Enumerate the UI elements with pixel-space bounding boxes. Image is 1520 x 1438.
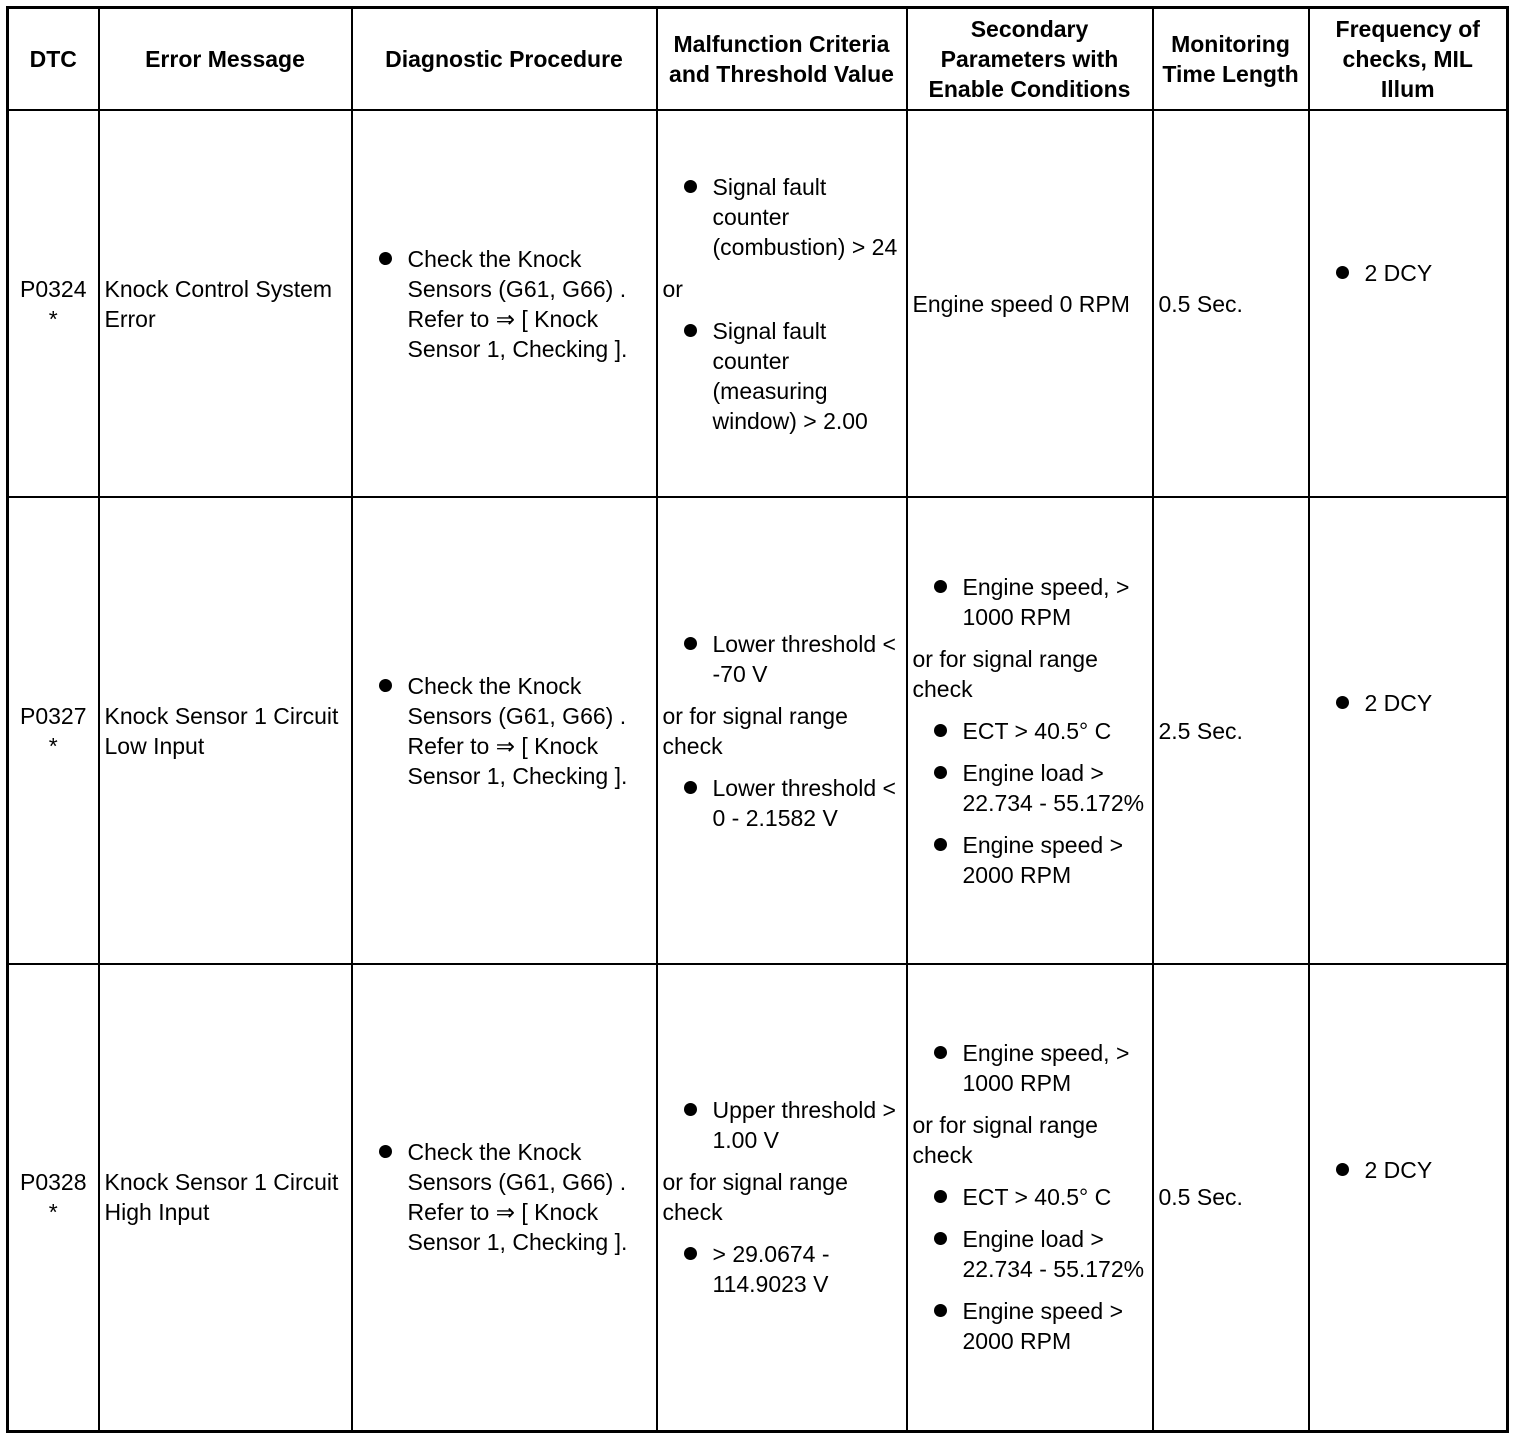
criteria-item: Signal fault counter (combustion) > 24 [663, 172, 901, 262]
procedure-item: Check the Knock Sensors (G61, G66) . Refer to ⇒ [ Knock Sensor 1, Checking ]. [358, 671, 651, 791]
bullet-icon [934, 1190, 947, 1203]
error-message-cell [99, 110, 352, 497]
bullet-icon [1336, 1163, 1349, 1176]
criteria-item: Lower threshold < -70 V [663, 629, 901, 689]
table-row [8, 110, 1508, 497]
frequency-item: 2 DCY [1315, 688, 1502, 718]
secondary-item: Engine speed > 2000 RPM [913, 830, 1147, 890]
criteria-item: > 29.0674 - 114.9023 V [663, 1239, 901, 1299]
monitoring-time-cell [1153, 110, 1309, 497]
monitoring-time: 0.5 Sec. [1158, 290, 1243, 317]
secondary-item: ECT > 40.5° C [913, 716, 1147, 746]
header-secondary-parameters: Secondary Parameters with Enable Conditions [907, 8, 1153, 111]
bullet-icon [684, 1247, 697, 1260]
bullet-icon [684, 1103, 697, 1116]
criteria-cell [657, 964, 907, 1431]
monitoring-time-cell [1153, 964, 1309, 1431]
criteria-connector: or for signal range check [662, 702, 848, 759]
dtc-table [6, 6, 1509, 1433]
bullet-icon [379, 1145, 392, 1158]
header-frequency: Frequency of checks, MIL Illum [1309, 8, 1508, 111]
secondary-connector: or for signal range check [912, 1112, 1098, 1169]
bullet-icon [934, 1046, 947, 1059]
procedure-cell [352, 497, 657, 964]
criteria-cell [657, 110, 907, 497]
bullet-icon [1336, 266, 1349, 279]
secondary-connector: or for signal range check [912, 645, 1098, 702]
bullet-icon [379, 679, 392, 692]
table-row [8, 964, 1508, 1431]
secondary-item: ECT > 40.5° C [913, 1182, 1147, 1212]
bullet-icon [934, 1232, 947, 1245]
bullet-icon [934, 766, 947, 779]
header-diagnostic-procedure: Diagnostic Procedure [352, 8, 657, 111]
header-error-message: Error Message [99, 8, 352, 111]
bullet-icon [684, 637, 697, 650]
procedure-cell [352, 110, 657, 497]
secondary-cell [907, 497, 1153, 964]
secondary-item: Engine load > 22.734 - 55.172% [913, 1224, 1147, 1284]
criteria-item: Signal fault counter (measuring window) > 2.00 [663, 316, 901, 436]
secondary-item: Engine speed, > 1000 RPM [913, 572, 1147, 632]
error-message: Knock Sensor 1 Circuit Low Input [104, 702, 339, 759]
monitoring-time: 0.5 Sec. [1158, 1184, 1243, 1211]
bullet-icon [934, 580, 947, 593]
dtc-mark: * [48, 732, 58, 759]
criteria-cell [657, 497, 907, 964]
criteria-item: Lower threshold < 0 - 2.1582 V [663, 773, 901, 833]
error-message: Knock Control System Error [104, 275, 333, 332]
frequency-item: 2 DCY [1315, 1155, 1502, 1185]
dtc-code: P0328 [19, 1169, 87, 1196]
dtc-code-cell [8, 497, 99, 964]
criteria-item: Upper threshold > 1.00 V [663, 1095, 901, 1155]
dtc-code: P0324 [19, 275, 87, 302]
table-row [8, 497, 1508, 964]
bullet-icon [934, 838, 947, 851]
secondary-item: Engine speed > 2000 RPM [913, 1296, 1147, 1356]
secondary-cell [907, 964, 1153, 1431]
bullet-icon [379, 252, 392, 265]
frequency-item: 2 DCY [1315, 258, 1502, 288]
dtc-code-cell [8, 110, 99, 497]
monitoring-time-cell [1153, 497, 1309, 964]
bullet-icon [684, 180, 697, 193]
header-monitoring-time: Monitoring Time Length [1153, 8, 1309, 111]
table-header [8, 8, 1508, 111]
error-message-cell [99, 497, 352, 964]
error-message: Knock Sensor 1 Circuit High Input [104, 1169, 339, 1226]
bullet-icon [684, 324, 697, 337]
frequency-cell [1309, 110, 1508, 497]
criteria-connector: or [662, 275, 683, 302]
secondary-item: Engine speed, > 1000 RPM [913, 1038, 1147, 1098]
bullet-icon [934, 1304, 947, 1317]
dtc-code: P0327 [19, 702, 87, 729]
dtc-mark: * [48, 1199, 58, 1226]
header-dtc: DTC [8, 8, 99, 111]
bullet-icon [1336, 696, 1349, 709]
criteria-connector: or for signal range check [662, 1169, 848, 1226]
frequency-cell [1309, 964, 1508, 1431]
frequency-cell [1309, 497, 1508, 964]
monitoring-time: 2.5 Sec. [1158, 717, 1243, 744]
procedure-item: Check the Knock Sensors (G61, G66) . Refer to ⇒ [ Knock Sensor 1, Checking ]. [358, 1137, 651, 1257]
dtc-code-cell [8, 964, 99, 1431]
procedure-cell [352, 964, 657, 1431]
error-message-cell [99, 964, 352, 1431]
header-malfunction-criteria: Malfunction Criteria and Threshold Value [657, 8, 907, 111]
secondary-item: Engine load > 22.734 - 55.172% [913, 758, 1147, 818]
bullet-icon [684, 781, 697, 794]
dtc-mark: * [48, 305, 58, 332]
secondary-cell [907, 110, 1153, 497]
procedure-item: Check the Knock Sensors (G61, G66) . Refer to ⇒ [ Knock Sensor 1, Checking ]. [358, 244, 651, 364]
secondary-text: Engine speed 0 RPM [912, 290, 1130, 317]
bullet-icon [934, 724, 947, 737]
